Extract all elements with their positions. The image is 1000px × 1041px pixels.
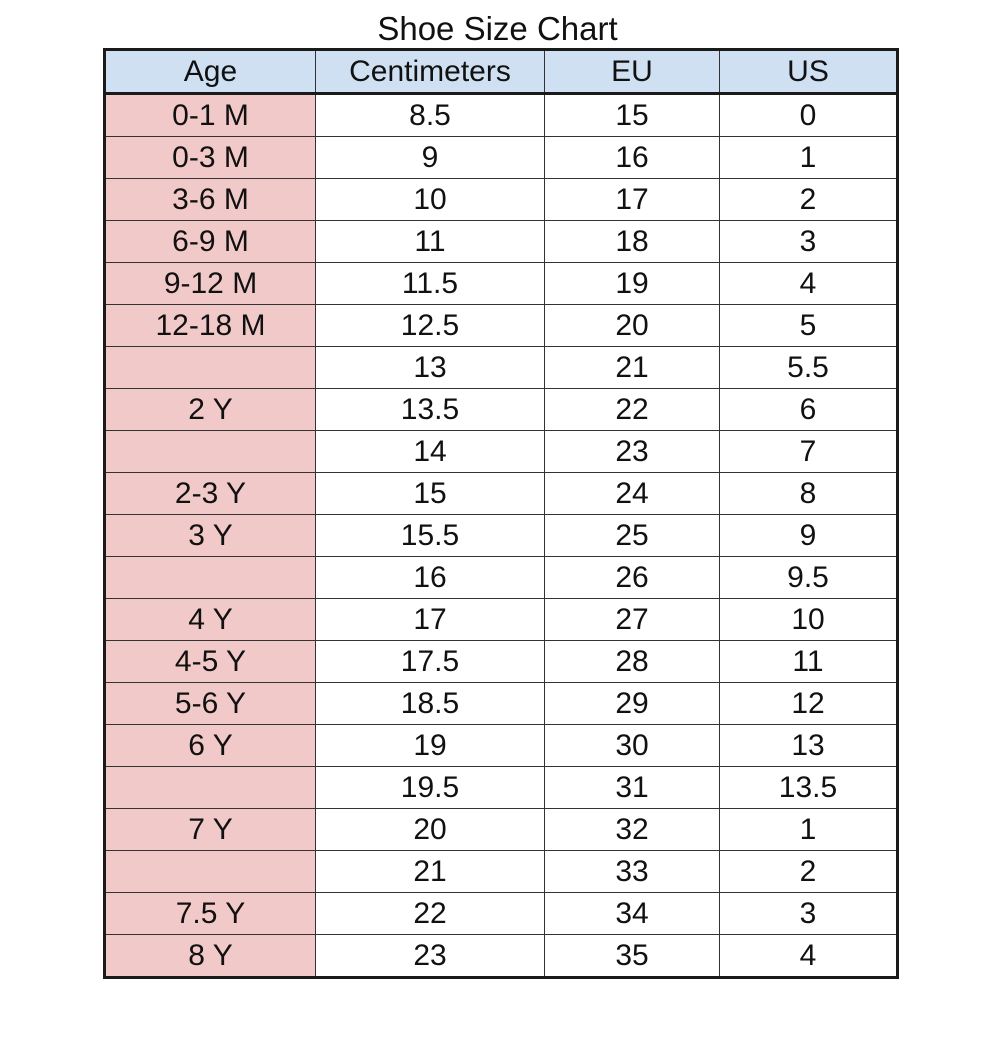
- us-cell: 3: [720, 221, 898, 263]
- age-cell: 8 Y: [105, 935, 316, 978]
- us-cell: 0: [720, 94, 898, 137]
- eu-cell: 20: [545, 305, 720, 347]
- table-row: [105, 809, 898, 851]
- age-cell: [105, 347, 316, 389]
- table-row: [105, 599, 898, 641]
- eu-cell: 25: [545, 515, 720, 557]
- us-cell: 5.5: [720, 347, 898, 389]
- table-row: [105, 767, 898, 809]
- table-row: [105, 473, 898, 515]
- eu-cell: 28: [545, 641, 720, 683]
- table-body: [105, 94, 898, 978]
- table-row: [105, 725, 898, 767]
- table-row: [105, 515, 898, 557]
- table-row: [105, 221, 898, 263]
- us-cell: 1: [720, 809, 898, 851]
- centimeters-cell: 22: [316, 893, 545, 935]
- centimeters-cell: 8.5: [316, 94, 545, 137]
- age-cell: [105, 851, 316, 893]
- age-cell: 0-3 M: [105, 137, 316, 179]
- table-row: [105, 557, 898, 599]
- eu-cell: 33: [545, 851, 720, 893]
- centimeters-cell: 18.5: [316, 683, 545, 725]
- age-cell: 3-6 M: [105, 179, 316, 221]
- us-cell: 2: [720, 179, 898, 221]
- us-cell: 10: [720, 599, 898, 641]
- centimeters-cell: 21: [316, 851, 545, 893]
- centimeters-cell: 17: [316, 599, 545, 641]
- table-row: [105, 347, 898, 389]
- centimeters-cell: 11.5: [316, 263, 545, 305]
- eu-cell: 22: [545, 389, 720, 431]
- eu-cell: 23: [545, 431, 720, 473]
- header-centimeters: Centimeters: [316, 50, 545, 94]
- eu-cell: 35: [545, 935, 720, 978]
- eu-cell: 32: [545, 809, 720, 851]
- us-cell: 9.5: [720, 557, 898, 599]
- header-eu: EU: [545, 50, 720, 94]
- centimeters-cell: 13: [316, 347, 545, 389]
- eu-cell: 30: [545, 725, 720, 767]
- us-cell: 13: [720, 725, 898, 767]
- header-row: [105, 50, 898, 94]
- eu-cell: 24: [545, 473, 720, 515]
- age-cell: [105, 431, 316, 473]
- age-cell: 12-18 M: [105, 305, 316, 347]
- table-row: [105, 179, 898, 221]
- centimeters-cell: 19.5: [316, 767, 545, 809]
- us-cell: 3: [720, 893, 898, 935]
- table-row: [105, 851, 898, 893]
- table-row: [105, 683, 898, 725]
- us-cell: 5: [720, 305, 898, 347]
- eu-cell: 34: [545, 893, 720, 935]
- age-cell: 7.5 Y: [105, 893, 316, 935]
- us-cell: 9: [720, 515, 898, 557]
- table-row: [105, 893, 898, 935]
- centimeters-cell: 23: [316, 935, 545, 978]
- age-cell: [105, 557, 316, 599]
- centimeters-cell: 15: [316, 473, 545, 515]
- us-cell: 8: [720, 473, 898, 515]
- eu-cell: 21: [545, 347, 720, 389]
- us-cell: 12: [720, 683, 898, 725]
- header-us: US: [720, 50, 898, 94]
- us-cell: 4: [720, 263, 898, 305]
- us-cell: 7: [720, 431, 898, 473]
- us-cell: 2: [720, 851, 898, 893]
- table-row: [105, 137, 898, 179]
- header-age: Age: [105, 50, 316, 94]
- eu-cell: 17: [545, 179, 720, 221]
- page-title: Shoe Size Chart: [377, 10, 618, 47]
- age-cell: 2 Y: [105, 389, 316, 431]
- age-cell: 5-6 Y: [105, 683, 316, 725]
- table-row: [105, 263, 898, 305]
- table-row: [105, 305, 898, 347]
- centimeters-cell: 17.5: [316, 641, 545, 683]
- eu-cell: 15: [545, 94, 720, 137]
- us-cell: 6: [720, 389, 898, 431]
- eu-cell: 31: [545, 767, 720, 809]
- age-cell: 9-12 M: [105, 263, 316, 305]
- size-table: [103, 48, 899, 979]
- eu-cell: 27: [545, 599, 720, 641]
- us-cell: 4: [720, 935, 898, 978]
- age-cell: 6-9 M: [105, 221, 316, 263]
- eu-cell: 29: [545, 683, 720, 725]
- centimeters-cell: 15.5: [316, 515, 545, 557]
- age-cell: 6 Y: [105, 725, 316, 767]
- centimeters-cell: 12.5: [316, 305, 545, 347]
- table-row: [105, 94, 898, 137]
- centimeters-cell: 9: [316, 137, 545, 179]
- eu-cell: 18: [545, 221, 720, 263]
- eu-cell: 19: [545, 263, 720, 305]
- table-row: [105, 389, 898, 431]
- centimeters-cell: 19: [316, 725, 545, 767]
- centimeters-cell: 11: [316, 221, 545, 263]
- table-row: [105, 641, 898, 683]
- us-cell: 11: [720, 641, 898, 683]
- age-cell: 4-5 Y: [105, 641, 316, 683]
- age-cell: 4 Y: [105, 599, 316, 641]
- table-row: [105, 431, 898, 473]
- us-cell: 13.5: [720, 767, 898, 809]
- age-cell: [105, 767, 316, 809]
- eu-cell: 26: [545, 557, 720, 599]
- table-row: [105, 935, 898, 978]
- centimeters-cell: 13.5: [316, 389, 545, 431]
- eu-cell: 16: [545, 137, 720, 179]
- age-cell: 7 Y: [105, 809, 316, 851]
- age-cell: 0-1 M: [105, 94, 316, 137]
- centimeters-cell: 14: [316, 431, 545, 473]
- us-cell: 1: [720, 137, 898, 179]
- age-cell: 3 Y: [105, 515, 316, 557]
- age-cell: 2-3 Y: [105, 473, 316, 515]
- centimeters-cell: 16: [316, 557, 545, 599]
- centimeters-cell: 10: [316, 179, 545, 221]
- centimeters-cell: 20: [316, 809, 545, 851]
